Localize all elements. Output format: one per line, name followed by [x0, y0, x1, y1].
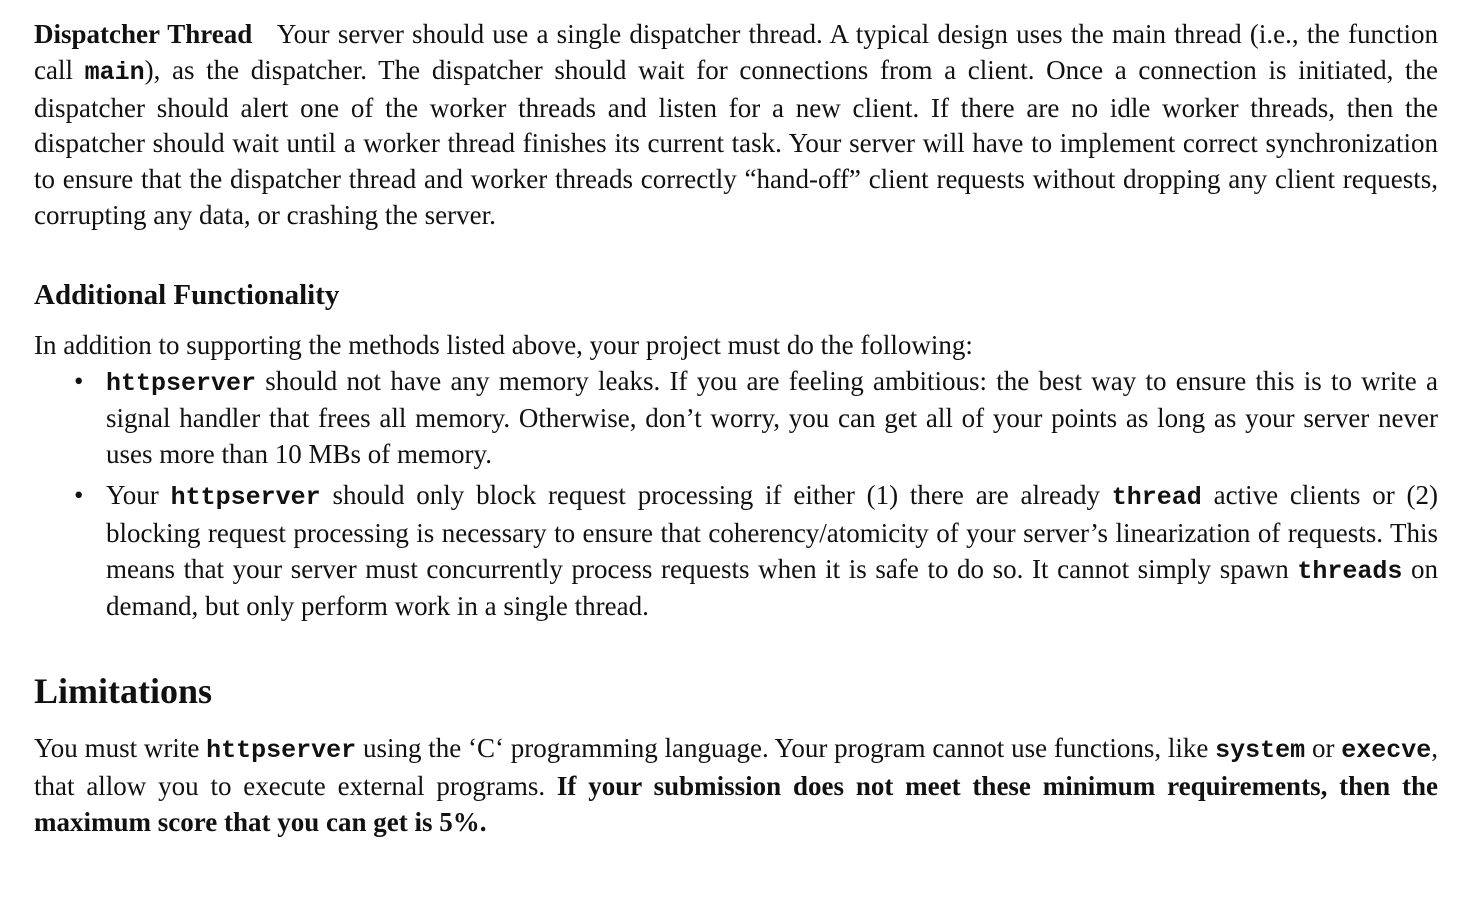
requirements-list [34, 364, 1438, 626]
additional-functionality-heading: Additional Functionality [34, 278, 340, 311]
dispatcher-text-1: Your server should use a single dispatcher thread. A typical design uses the main thread (i.e., the function call [34, 19, 1438, 85]
code-httpserver: httpserver [106, 368, 257, 398]
code-execve: execve [1341, 736, 1432, 766]
dispatcher-paragraph [34, 17, 1438, 234]
code-system: system [1215, 736, 1306, 766]
list-item [34, 364, 1438, 473]
code-httpserver: httpserver [170, 482, 321, 512]
limitations-warning: If your submission does not meet these minimum requirements, then the maximum score that you can get is 5%. [34, 770, 1438, 837]
additional-intro: In addition to supporting the methods listed above, your project must do the following: [34, 329, 973, 360]
limitations-text-3: or [1305, 733, 1342, 764]
item2-text-3: active clients or (2) blocking request processing is necessary to ensure that coherency/atomicity of your server’s linearization of requests. This means that your server must concurrently process requests when it is safe to do so. It cannot simply spawn [106, 479, 1438, 584]
limitations-paragraph [34, 731, 1438, 840]
item2-text-1: Your [106, 479, 171, 510]
code-httpserver: httpserver [206, 736, 357, 766]
item2-text-4: on demand, but only perform work in a single thread. [106, 553, 1439, 622]
bullet-icon: • [74, 479, 84, 510]
code-threads: threads [1297, 556, 1403, 586]
dispatcher-heading: Dispatcher Thread [34, 19, 253, 49]
code-main: main [84, 57, 145, 87]
limitations-text-1: You must write [34, 733, 207, 764]
item2-text-2: should only block request processing if either (1) there are already [320, 479, 1112, 510]
code-thread: thread [1111, 482, 1202, 512]
item1-text: should not have any memory leaks. If you are feeling ambitious: the best way to ensure this is to write a signal handler that frees all memory. Otherwise, don’t worry, you can get all of your points as long as your server never uses more than 10 MBs of memory. [106, 365, 1438, 470]
bullet-icon: • [74, 365, 84, 396]
limitations-heading: Limitations [34, 671, 213, 712]
dispatcher-text-2: ), as the dispatcher. The dispatcher should wait for connections from a client. Once a connection is initiated, the dispatcher should alert one of the worker threads and listen for a new client. If there are no idle worker threads, then the dispatcher should wait until a worker thread finishes its current task. Your server will have to implement correct synchronization to ensure that the dispatcher thread and worker threads correctly “hand-off” client requests without dropping any client requests, corrupting any data, or crashing the server. [34, 54, 1438, 230]
document-page [34, 17, 1438, 841]
limitations-text-4: , that allow you to execute external programs. [34, 733, 1438, 801]
limitations-text-2: using the ‘C‘ programming language. Your program cannot use functions, like [356, 733, 1216, 764]
list-item [34, 478, 1438, 625]
